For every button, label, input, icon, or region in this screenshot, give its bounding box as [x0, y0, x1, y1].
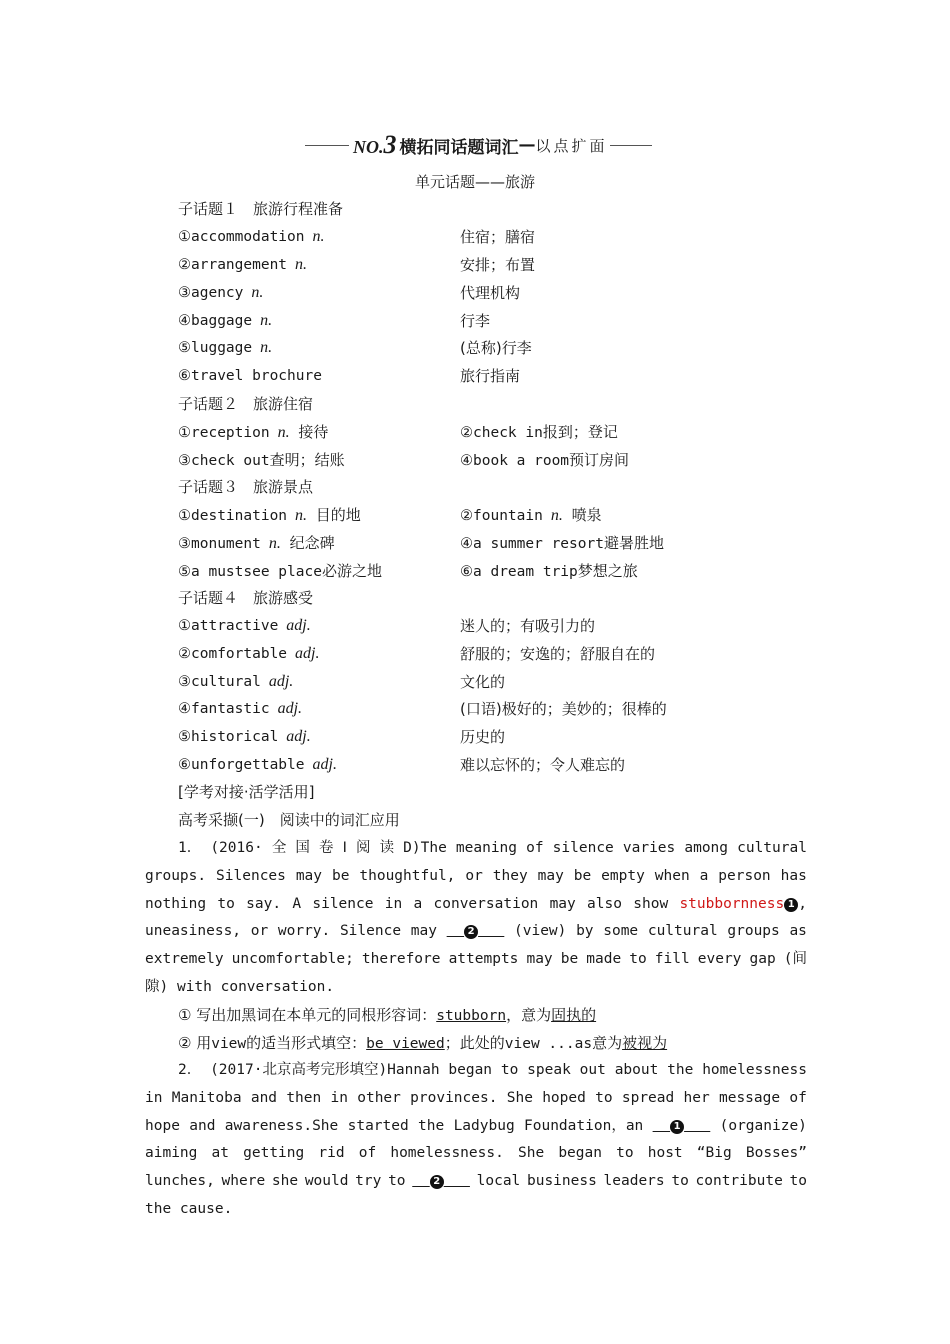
passage-word: Bosses”: [745, 1145, 807, 1162]
passage-word: lunches,: [145, 1173, 215, 1190]
vocab-pair-item: ③check out查明；结账: [178, 451, 345, 469]
vocab-word: ⑤luggage n.: [178, 339, 273, 356]
blank-2-input[interactable]: [412, 1168, 470, 1196]
passage-word: her: [683, 1089, 710, 1106]
passage-word: speak: [527, 1062, 571, 1078]
passage-word: varies: [622, 840, 676, 856]
sub-section-label: 高考采撷(一) 阅读中的词汇应用: [178, 811, 400, 829]
passage-word: thoughtful,: [359, 867, 456, 884]
passage-word: meaning: [455, 840, 518, 856]
passage-word: nothing: [145, 895, 207, 912]
passage-word: to: [629, 951, 647, 968]
passage-word: of: [789, 1089, 807, 1106]
subtopic-heading: 子话题２ 旅游住宿: [178, 395, 314, 413]
banner-title: 横拓同话题词汇: [399, 137, 519, 158]
subtopic-heading: 子话题４ 旅游感受: [178, 589, 314, 607]
passage-word: 卷: [319, 840, 334, 856]
passage-word: started: [347, 1117, 409, 1134]
question-1-passage: [145, 835, 807, 1002]
passage-word: and: [189, 1117, 216, 1134]
vocab-pair-item: ⑥a dream trip梦想之旅: [460, 562, 638, 580]
passage-line: [145, 918, 807, 946]
passage-word: in: [330, 1089, 348, 1106]
passage-word: when: [654, 867, 690, 884]
vocab-meaning: 代理机构: [460, 284, 521, 302]
passage-line: [145, 891, 807, 919]
passage-word: (view): [514, 923, 567, 940]
passage-word: may: [549, 895, 576, 912]
passage-word: show: [633, 895, 669, 912]
passage-word: She: [517, 1145, 545, 1162]
vocab-meaning: 安排；布置: [460, 256, 536, 274]
vocab-meaning: 文化的: [460, 673, 506, 691]
passage-word: contribute: [695, 1173, 783, 1190]
passage-word: as: [789, 923, 807, 940]
passage-word: the: [667, 1062, 694, 1078]
passage-word: She: [506, 1089, 533, 1106]
banner-subtitle: 以点扩面: [535, 136, 608, 155]
passage-word: D)The: [403, 840, 447, 856]
vocab-pair-item: ②fountain n. 喷泉: [460, 506, 602, 524]
vocab-word: ④fantastic adj.: [178, 700, 303, 717]
passage-word: Ⅰ: [342, 840, 347, 856]
vocab-word: ①accommodation n.: [178, 228, 325, 245]
passage-word: has: [780, 867, 807, 884]
passage-word: would: [304, 1173, 349, 1190]
passage-word: by: [576, 923, 594, 940]
passage-word: of: [358, 1145, 377, 1162]
unit-topic: 单元话题——旅游: [414, 173, 535, 191]
passage-word: extremely: [145, 951, 224, 968]
answer-stubborn: stubborn: [436, 1008, 507, 1024]
vocab-meaning: 难以忘怀的；令人难忘的: [460, 756, 626, 774]
vocab-word: ②arrangement n.: [178, 256, 308, 273]
vocab-pair-item: ⑤a mustsee place必游之地: [178, 562, 382, 580]
highlighted-word: stubbornness 1 ,: [679, 895, 807, 912]
vocab-word: ③agency n.: [178, 284, 264, 301]
passage-word: (2016·: [210, 840, 263, 856]
passage-word: try: [355, 1173, 382, 1190]
passage-word: groups.: [145, 867, 207, 884]
question-1-note-1: ① 写出加黑词在本单元的同根形容词：stubborn，意为固执的: [178, 1006, 597, 1024]
passage-word: then: [286, 1089, 322, 1106]
passage-word: at: [211, 1145, 229, 1162]
answer-be-viewed: be viewed: [366, 1036, 445, 1052]
vocab-meaning: 迷人的；有吸引力的: [460, 617, 596, 635]
passage-word: uneasiness,: [145, 923, 242, 940]
passage-line: hope and awareness.She started the Ladybug Foundation，an 1 (organize): [145, 1113, 807, 1141]
passage-word: be: [560, 951, 579, 968]
passage-line: [145, 1168, 807, 1196]
passage-word: local: [476, 1173, 521, 1190]
vocab-word: ③cultural adj.: [178, 673, 294, 690]
passage-word: among: [684, 840, 729, 856]
passage-word: may: [526, 951, 553, 968]
passage-word: began: [558, 1145, 602, 1162]
passage-word: other: [357, 1089, 401, 1106]
passage-word: hope: [145, 1117, 180, 1134]
passage-word: she: [271, 1173, 299, 1190]
answer-meaning-2: 被视为: [622, 1034, 668, 1052]
passage-word: attempts: [448, 951, 519, 968]
passage-word: or: [465, 867, 483, 884]
blank-1-input[interactable]: [653, 1113, 711, 1141]
passage-word: (间: [783, 951, 807, 968]
passage-word: Silence: [339, 923, 402, 940]
passage-line: [145, 1085, 807, 1113]
passage-word: a: [413, 895, 423, 912]
vocab-pair-item: ④book a room预订房间: [460, 451, 630, 469]
passage-word: cultural: [737, 840, 807, 856]
passage-word: and: [250, 1089, 278, 1106]
vocab-word: ⑤historical adj.: [178, 728, 311, 745]
passage-word: leaders: [603, 1173, 665, 1190]
marker-1-icon: 1: [670, 1120, 684, 1134]
banner-rule-right: [610, 145, 652, 146]
vocab-word: ①attractive adj.: [178, 617, 311, 634]
passage-word: getting: [243, 1145, 305, 1162]
passage-word: homelessness.: [390, 1145, 504, 1162]
passage-word: Ladybug: [453, 1117, 515, 1134]
passage-word: worry.: [277, 923, 331, 940]
passage-word: 读: [379, 840, 395, 856]
passage-word: may: [410, 923, 437, 940]
vocab-meaning: 旅行指南: [460, 367, 521, 385]
vocab-meaning: (总称)行李: [460, 339, 532, 357]
passage-word: to: [500, 1062, 519, 1078]
passage-word: awareness.She: [224, 1117, 339, 1134]
passage-word: empty: [601, 867, 645, 884]
passage-word: provinces.: [410, 1089, 498, 1106]
passage-word: hoped: [542, 1089, 586, 1106]
passage-word: rid: [318, 1145, 345, 1162]
vocab-meaning: 舒服的；安逸的；舒服自在的: [460, 645, 656, 663]
vocab-word: ⑥unforgettable adj.: [178, 756, 337, 773]
question-2-passage: [145, 1057, 807, 1224]
passage-word: fill: [654, 951, 690, 968]
vocab-pair-item: ④a summer resort避暑胜地: [460, 534, 664, 552]
passage-word: in: [145, 1089, 163, 1106]
vocab-meaning: 行李: [460, 312, 491, 330]
passage-word: also: [587, 895, 622, 912]
banner-dash: —: [518, 135, 536, 155]
passage-word: a: [699, 867, 709, 884]
passage-word: silence: [552, 840, 614, 856]
vocab-meaning: (口语)极好的；美妙的；很棒的: [460, 700, 667, 718]
passage-word: groups: [727, 923, 780, 940]
passage-word: out: [579, 1062, 606, 1078]
passage-word: made: [586, 951, 622, 968]
section-banner: [305, 130, 680, 160]
passage-line: 隙) with conversation.: [145, 978, 335, 995]
passage-line: [145, 835, 807, 863]
passage-word: they: [492, 867, 528, 884]
passage-line: the cause.: [145, 1200, 233, 1217]
passage-word: cultural: [647, 923, 718, 940]
passage-line: [145, 863, 807, 891]
passage-word: to: [217, 895, 235, 912]
subtopic-heading: 子话题３ 旅游景点: [178, 478, 314, 496]
passage-word: 国: [295, 840, 310, 856]
vocab-word: ④baggage n.: [178, 312, 273, 329]
passage-word: say.: [246, 895, 282, 912]
blank-2-input[interactable]: [447, 918, 505, 946]
passage-word: to: [789, 1173, 807, 1190]
question-1-note-2: ② 用view的适当形式填空：be viewed；此处的view ...as意为被视为: [178, 1034, 668, 1052]
passage-word: conversation: [433, 895, 539, 912]
passage-word: “Big: [696, 1145, 732, 1162]
passage-word: to: [671, 1173, 689, 1190]
passage-word: or: [250, 923, 269, 940]
passage-word: to: [388, 1173, 406, 1190]
passage-word: Manitoba: [171, 1089, 242, 1106]
passage-word: some: [603, 923, 639, 940]
passage-word: aiming: [145, 1145, 198, 1162]
vocab-pair-item: ③monument n. 纪念碑: [178, 534, 335, 552]
subtopic-heading: 子话题１ 旅游行程准备: [178, 200, 344, 218]
passage-word: person: [718, 867, 771, 884]
passage-line: [145, 1057, 807, 1085]
answer-meaning-1: 固执的: [551, 1006, 597, 1024]
passage-word: uncomfortable;: [231, 951, 354, 968]
passage-line: [145, 1140, 807, 1168]
passage-word: every: [697, 951, 742, 968]
passage-word: host: [647, 1145, 683, 1162]
vocab-meaning: 历史的: [460, 728, 506, 746]
banner-rule-left: [305, 145, 349, 146]
passage-word: spread: [621, 1089, 675, 1106]
passage-word: silence: [312, 895, 374, 912]
passage-word: (2017·北京高考完形填空)Hannah: [210, 1062, 440, 1078]
vocab-meaning: 住宿；膳宿: [460, 228, 536, 246]
passage-word: in: [384, 895, 403, 912]
passage-word: may: [295, 867, 323, 884]
passage-word: therefore: [361, 951, 441, 968]
passage-word: Silences: [216, 867, 286, 884]
passage-word: began: [448, 1062, 493, 1078]
marker-1-icon: 1: [784, 898, 798, 912]
passage-word: 阅: [355, 840, 371, 856]
passage-word: 全: [271, 840, 287, 856]
passage-word: homelessness: [702, 1062, 807, 1078]
vocab-pair-item: ①destination n. 目的地: [178, 506, 361, 524]
passage-word: 1．: [178, 840, 202, 856]
passage-word: of: [526, 840, 544, 856]
marker-2-icon: 2: [430, 1175, 444, 1189]
passage-word: A: [292, 895, 302, 912]
vocab-word: ②comfortable adj.: [178, 645, 320, 662]
banner-number: NO.3: [353, 130, 397, 159]
passage-word: be: [331, 867, 350, 884]
passage-word: 2．: [178, 1062, 202, 1078]
passage-word: Foundation，an: [524, 1117, 644, 1134]
passage-word: gap: [749, 951, 776, 968]
passage-word: be: [573, 867, 592, 884]
passage-word: may: [537, 867, 564, 884]
vocab-pair-item: ①reception n. 接待: [178, 423, 329, 441]
passage-word: the: [418, 1117, 445, 1134]
section-label: [学考对接·活学活用]: [178, 783, 315, 801]
vocab-pair-item: ②check in报到；登记: [460, 423, 618, 441]
passage-word: to: [595, 1089, 613, 1106]
passage-word: message: [718, 1089, 781, 1106]
passage-word: to: [616, 1145, 634, 1162]
passage-word: where: [221, 1173, 266, 1190]
marker-2-icon: 2: [464, 925, 478, 939]
passage-word: about: [614, 1062, 659, 1078]
passage-line: [145, 946, 807, 974]
vocab-word: ⑥travel brochure: [178, 368, 322, 384]
passage-word: business: [526, 1173, 597, 1190]
